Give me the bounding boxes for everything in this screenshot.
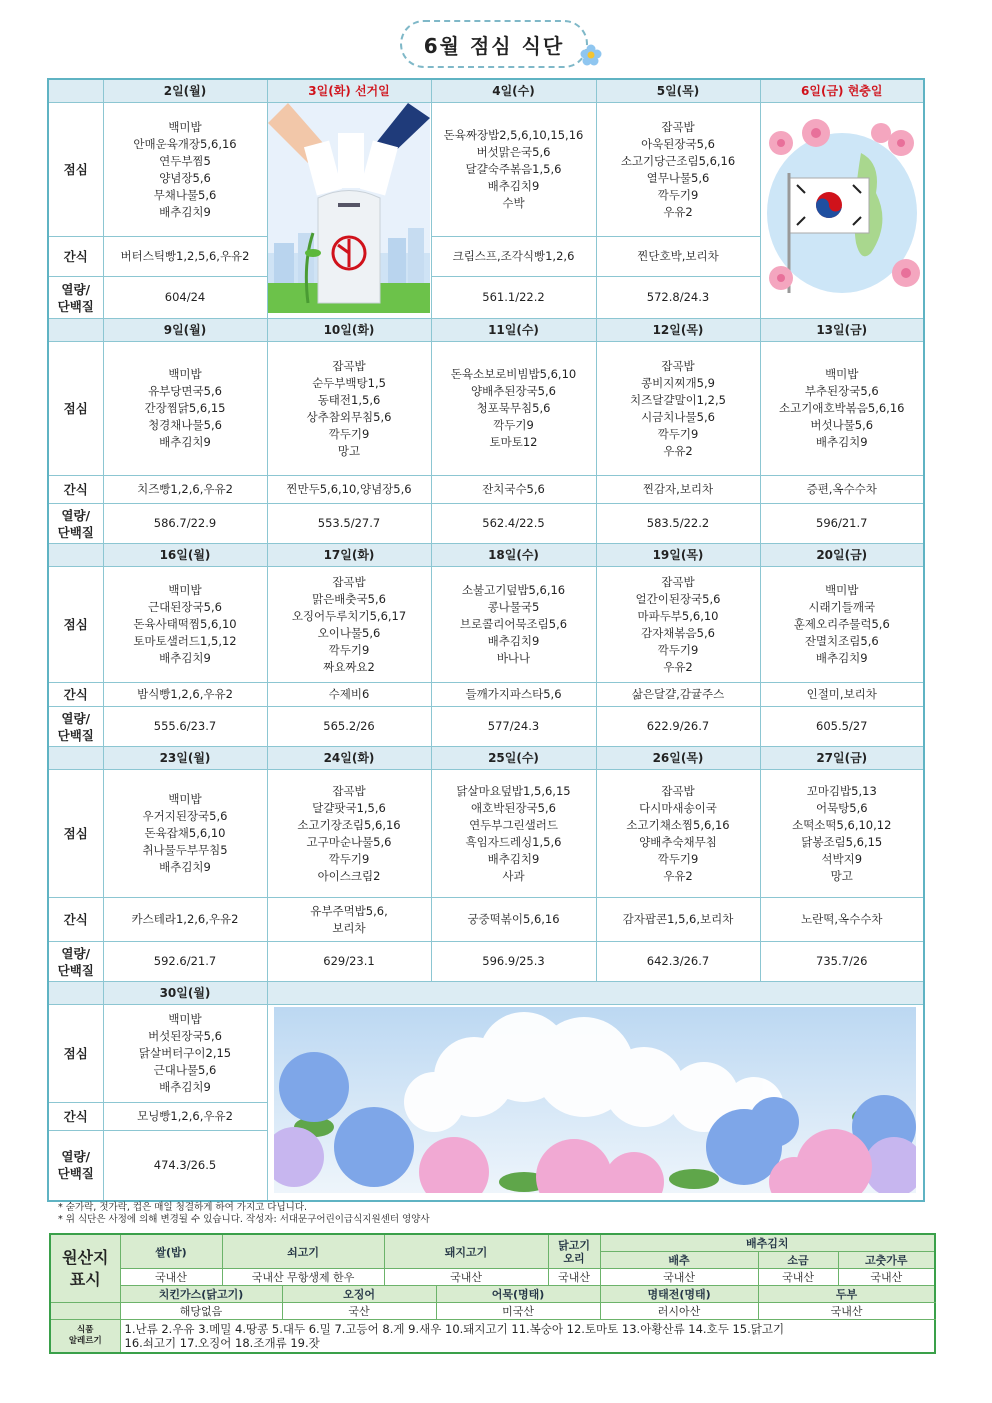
menu-item: 꼬마김밥5,13 [806,783,877,798]
origin-header-chicken-cutlet: 치킨가스(닭고기) [120,1286,282,1303]
allergy-list: 1.난류 2.우유 3.메밀 4.땅콩 5.대두 6.밀 7.고등어 8.게 9.새우 10.돼지고기 11.복숭아 12.토마토 13.아황산류 14.호두 15.닭고기 16.쇠고기 17.오징어 18.조개류 19.잣 [120,1320,935,1354]
origin-value-pork: 국내산 [384,1269,548,1286]
snack-text: 궁중떡볶이5,6,16 [467,912,560,926]
menu-item: 깍두기9 [328,642,370,657]
day-header: 13일(금) [760,319,924,342]
kcal-protein: 572.8/24.3 [596,277,760,319]
snack-menu [760,683,924,707]
origin-header-pork: 돼지고기 [384,1234,548,1269]
snack-menu [103,683,267,707]
menu-item: 고구마순나물5,6 [306,834,392,849]
menu-item: 토마토샐러드1,5,12 [133,634,237,648]
menu-item: 동태전1,5,6 [317,392,381,407]
menu-item: 우유2 [663,204,693,219]
menu-item: 백미밥 [168,1012,202,1026]
day-header: 16일(월) [103,544,267,567]
day-header: 5일(목) [596,79,760,103]
menu-item: 돈육사태떡찜5,6,10 [133,617,237,631]
menu-item: 배추김치9 [487,634,540,648]
menu-item: 우유2 [663,868,693,883]
day-header: 26일(목) [596,747,760,770]
menu-item: 돈육잡채5,6,10 [144,826,226,840]
origin-value-pollack-pancake: 러시아산 [600,1303,758,1320]
menu-item: 시금치나물5,6 [641,409,715,424]
snack-text: 크림스프,조각식빵1,2,6 [452,249,575,263]
snack-text: 보리차 [332,920,366,935]
lunch-menu [103,770,267,898]
allergy-label: 식품 알레르기 [50,1320,120,1354]
menu-item: 버섯된장국5,6 [148,1029,222,1043]
kcal-protein: 604/24 [103,277,267,319]
menu-item: 잡곡밥 [661,358,695,373]
menu-item: 깍두기9 [657,851,699,866]
day-header: 25일(수) [431,747,596,770]
origin-header-kimchi: 배추김치 [600,1234,935,1252]
row-label-snack: 간식 [48,1103,103,1131]
snack-text: 증편,옥수수차 [806,482,877,496]
menu-item: 치즈달걀말이1,2,5 [630,392,726,407]
origin-value-beef: 국내산 무항생제 한우 [222,1269,384,1286]
snack-menu [760,898,924,942]
snack-menu [596,237,760,277]
day-header: 12일(목) [596,319,760,342]
decoration-image-cell [267,1005,924,1201]
corner-cell [48,982,103,1005]
snack-menu [103,476,267,504]
menu-item: 근대나물5,6 [153,1063,217,1077]
row-label-lunch: 점심 [48,567,103,683]
menu-item: 다시마새송이국 [639,800,717,815]
kcal-protein: 596.9/25.3 [431,942,596,982]
menu-item: 맑은배춧국5,6 [312,591,386,606]
menu-item: 아이스크림2 [317,868,381,883]
lunch-menu [596,342,760,476]
snack-menu [267,898,431,942]
origin-header-rice: 쌀(밥) [120,1234,222,1269]
menu-item: 브로콜리어묵조림5,6 [459,617,568,631]
menu-item: 짜요짜요2 [323,659,375,674]
kcal-protein: 642.3/26.7 [596,942,760,982]
election-illustration [268,103,430,313]
day-header: 20일(금) [760,544,924,567]
menu-item: 깍두기9 [328,426,370,441]
snack-text: 유부주먹밥5,6, [310,903,388,918]
menu-item: 잡곡밥 [332,783,366,798]
menu-item: 토마토12 [489,435,538,449]
corner-cell [48,544,103,567]
kcal-protein: 622.9/26.7 [596,707,760,747]
menu-item: 백미밥 [168,119,202,134]
menu-item: 유부당면국5,6 [148,384,222,398]
snack-text: 치즈빵1,2,6,우유2 [137,482,233,496]
day-header: 11일(수) [431,319,596,342]
row-label-snack: 간식 [48,237,103,277]
origin-value-cabbage: 국내산 [600,1269,758,1286]
snack-text: 찐단호박,보리차 [637,249,719,263]
notes [58,1202,430,1226]
origin-header-squid: 오징어 [282,1286,436,1303]
kcal-protein: 561.1/22.2 [431,277,596,319]
menu-item: 잡곡밥 [661,119,695,134]
menu-item: 망고 [337,443,361,458]
snack-menu [103,237,267,277]
lunch-menu [103,342,267,476]
menu-item: 마파두부5,6,10 [637,608,719,623]
origin-header-salt: 소금 [758,1252,838,1269]
menu-item: 오징어두루치기5,6,17 [291,608,407,623]
kcal-protein: 553.5/27.7 [267,504,431,544]
note-line: * 위 식단은 사정에 의해 변경될 수 있습니다. 작성자: 서대문구어린이급식지원센터 영양사 [58,1214,430,1225]
snack-text: 잔치국수5,6 [482,482,545,496]
row-label-snack: 간식 [48,476,103,504]
row-label-kcal: 열량/ 단백질 [48,1131,103,1201]
menu-item: 연두부그린샐러드 [469,817,558,832]
menu-item: 달걀팟국1,5,6 [312,800,386,815]
menu-item: 열무나물5,6 [646,170,710,185]
origin-header-cabbage: 배추 [600,1252,758,1269]
origin-value-chicken-duck: 국내산 [548,1269,600,1286]
row-label-snack: 간식 [48,898,103,942]
kcal-protein: 596/21.7 [760,504,924,544]
snack-text: 찐만두5,6,10,양념장5,6 [286,482,412,496]
snack-text: 모닝빵1,2,6,우유2 [137,1109,233,1123]
note-line: * 숟가락, 젓가락, 컵은 매일 청결하게 하여 가지고 다닙니다. [58,1202,308,1213]
menu-item: 배추김치9 [159,860,211,874]
snack-text: 찐감자,보리차 [642,482,714,496]
empty-header [267,982,924,1005]
menu-item: 백미밥 [168,792,202,806]
menu-item: 닭살버터구이2,15 [138,1046,232,1060]
snack-text: 노란떡,옥수수차 [801,912,883,926]
day-header: 17일(화) [267,544,431,567]
day-header: 4일(수) [431,79,596,103]
lunch-menu [103,1005,267,1103]
day-header: 2일(월) [103,79,267,103]
menu-item: 간장찜닭5,6,15 [144,401,226,415]
kcal-protein: 565.2/26 [267,707,431,747]
corner-cell [48,747,103,770]
day-header: 10일(화) [267,319,431,342]
row-label-lunch: 점심 [48,342,103,476]
origin-value-squid: 국산 [282,1303,436,1320]
menu-item: 연두부찜5 [159,153,211,168]
menu-item: 백미밥 [825,367,859,381]
snack-menu [596,683,760,707]
origin-header-chicken-duck: 닭고기 오리 [548,1234,600,1269]
origin-table [49,1233,936,1354]
lunch-menu [760,342,924,476]
menu-item: 아욱된장국5,6 [641,136,715,151]
day-header: 3일(화) 선거일 [267,79,431,103]
menu-item: 잔멸치조림5,6 [804,634,879,648]
corner-cell [48,79,103,103]
snack-menu [267,476,431,504]
origin-header-tofu: 두부 [758,1286,935,1303]
lunch-menu [760,567,924,683]
title-badge [400,20,586,68]
menu-item: 잡곡밥 [661,783,695,798]
menu-item: 백미밥 [825,583,859,597]
menu-item: 닭살마요덮밥1,5,6,15 [456,783,571,798]
menu-item: 우유2 [663,443,693,458]
snack-menu [431,476,596,504]
snack-text: 카스테라1,2,6,우유2 [131,912,239,926]
holiday-image-cell [267,103,431,319]
menu-item: 양념장5,6 [159,170,211,185]
page-title: 6월 점심 식단 [400,20,588,68]
snack-menu [103,1103,267,1131]
hydrangea-illustration [274,1007,916,1193]
menu-item: 우거지된장국5,6 [142,809,228,823]
menu-item: 버섯나물5,6 [810,418,874,432]
snack-text: 인절미,보리차 [806,687,877,701]
snack-text: 감자팝콘1,5,6,보리차 [622,912,734,926]
row-label-lunch: 점심 [48,103,103,237]
day-header: 19일(목) [596,544,760,567]
menu-item: 얼간이된장국5,6 [635,591,721,606]
menu-item: 돈육소보로비빔밥5,6,10 [450,367,577,381]
menu-item: 배추김치9 [815,651,868,665]
snack-text: 버터스틱빵1,2,5,6,우유2 [120,249,250,263]
snack-menu [596,898,760,942]
lunch-menu [267,770,431,898]
menu-item: 무채나물5,6 [153,187,217,202]
kcal-protein: 605.5/27 [760,707,924,747]
menu-item: 감자채볶음5,6 [641,625,715,640]
menu-item: 부추된장국5,6 [804,384,879,398]
origin-header-pepper: 고춧가루 [838,1252,935,1269]
menu-item: 소고기당근조림5,6,16 [620,153,736,168]
menu-item: 소떡소떡5,6,10,12 [792,817,892,832]
menu-item: 깍두기9 [657,187,699,202]
snack-menu [267,683,431,707]
lunch-menu [267,342,431,476]
kcal-protein: 562.4/22.5 [431,504,596,544]
day-header: 24일(화) [267,747,431,770]
menu-item: 백미밥 [168,583,202,597]
origin-header-beef: 쇠고기 [222,1234,384,1269]
menu-item: 청경채나물5,6 [148,418,222,432]
snack-menu [431,898,596,942]
kcal-protein: 586.7/22.9 [103,504,267,544]
lunch-menu [431,770,596,898]
flower-icon [580,44,602,66]
menu-item: 수박 [502,196,525,210]
menu-item: 배추김치9 [159,204,211,219]
corner-cell [48,319,103,342]
origin-label: 원산지 표시 [50,1234,120,1303]
origin-header-fishcake: 어묵(명태) [436,1286,600,1303]
menu-item: 배추김치9 [159,1080,211,1094]
row-label-lunch: 점심 [48,770,103,898]
day-header: 27일(금) [760,747,924,770]
menu-item: 양배추된장국5,6 [471,384,556,398]
day-header: 30일(월) [103,982,267,1005]
menu-item: 버섯맑은국5,6 [476,145,551,159]
holiday-image-cell [760,103,924,319]
menu-item: 닭봉조림5,6,15 [801,834,883,849]
day-header: 6일(금) 현충일 [760,79,924,103]
menu-item: 애호박된장국5,6 [471,800,556,815]
menu-item: 콩비지찌개5,9 [641,375,715,390]
menu-item: 잡곡밥 [661,574,695,589]
origin-value-fishcake: 미국산 [436,1303,600,1320]
snack-text: 들깨가지파스타5,6 [465,687,562,701]
menu-item: 우유2 [663,659,693,674]
lunch-menu [596,770,760,898]
origin-label-spacer [50,1303,120,1320]
menu-item: 달걀숙주볶음1,5,6 [465,162,562,176]
menu-item: 잡곡밥 [332,574,366,589]
lunch-menu [431,567,596,683]
menu-item: 흑임자드레싱1,5,6 [465,834,562,849]
snack-menu [760,476,924,504]
menu-item: 소고기장조림5,6,16 [297,817,401,832]
menu-item: 돈육짜장밥2,5,6,10,15,16 [443,128,584,142]
menu-item: 잡곡밥 [332,358,366,373]
menu-item: 석박지9 [821,851,863,866]
menu-item: 소고기채소찜5,6,16 [626,817,730,832]
origin-value-salt: 국내산 [758,1269,838,1286]
menu-item: 백미밥 [168,367,202,381]
menu-item: 바나나 [496,651,531,665]
menu-item: 안매운육개장5,6,16 [133,136,237,151]
menu-item: 순두부백탕1,5 [312,375,386,390]
lunch-menu [431,342,596,476]
menu-item: 근대된장국5,6 [148,600,222,614]
snack-menu [431,683,596,707]
menu-item: 깍두기9 [328,851,370,866]
snack-text: 수제비6 [328,687,370,701]
menu-item: 배추김치9 [487,851,540,866]
row-label-kcal: 열량/ 단백질 [48,504,103,544]
snack-menu [103,898,267,942]
origin-value-rice: 국내산 [120,1269,222,1286]
menu-item: 취나물두부무침5 [142,843,228,857]
kcal-protein: 583.5/22.2 [596,504,760,544]
menu-item: 배추김치9 [815,435,868,449]
snack-menu [596,476,760,504]
lunch-menu [596,567,760,683]
origin-value-chicken-cutlet: 해당없음 [120,1303,282,1320]
day-header: 23일(월) [103,747,267,770]
menu-item: 배추김치9 [159,651,211,665]
lunch-menu [267,567,431,683]
kcal-protein: 735.7/26 [760,942,924,982]
menu-item: 깍두기9 [493,418,534,432]
menu-item: 소고기애호박볶음5,6,16 [779,401,905,415]
day-header: 18일(수) [431,544,596,567]
row-label-snack: 간식 [48,683,103,707]
origin-value-pepper: 국내산 [838,1269,935,1286]
menu-item: 시래기들깨국 [808,600,876,614]
menu-table [47,78,925,1202]
menu-item: 어묵탕5,6 [815,800,868,815]
menu-item: 양배추숙채무침 [639,834,717,849]
snack-menu [431,237,596,277]
menu-item: 훈제오리주물럭5,6 [793,617,890,631]
menu-item: 깍두기9 [657,426,699,441]
origin-header-pollack-pancake: 명태전(명태) [600,1286,758,1303]
lunch-menu [431,103,596,237]
kcal-protein: 629/23.1 [267,942,431,982]
day-header: 9일(월) [103,319,267,342]
menu-item: 망고 [830,868,853,883]
menu-item: 소불고기덮밥5,6,16 [461,583,566,597]
kcal-protein: 555.6/23.7 [103,707,267,747]
snack-text: 삶은달걀,감귤주스 [631,687,725,701]
menu-item: 오이나물5,6 [317,625,381,640]
menu-item: 콩나물국5 [487,600,540,614]
lunch-menu [760,770,924,898]
row-label-kcal: 열량/ 단백질 [48,942,103,982]
lunch-menu [103,567,267,683]
origin-value-tofu: 국내산 [758,1303,935,1320]
row-label-lunch: 점심 [48,1005,103,1103]
lunch-menu [596,103,760,237]
menu-item: 사과 [502,868,525,883]
menu-item: 깍두기9 [657,642,699,657]
kcal-protein: 577/24.3 [431,707,596,747]
row-label-kcal: 열량/ 단백질 [48,277,103,319]
row-label-kcal: 열량/ 단백질 [48,707,103,747]
menu-item: 상추참외무침5,6 [306,409,392,424]
kcal-protein: 474.3/26.5 [103,1131,267,1201]
menu-item: 배추김치9 [159,435,211,449]
kcal-protein: 592.6/21.7 [103,942,267,982]
snack-text: 밤식빵1,2,6,우유2 [137,687,233,701]
menu-item: 배추김치9 [487,179,540,193]
memorial-day-illustration [761,103,923,313]
menu-item: 청포묵무침5,6 [476,401,551,415]
lunch-menu [103,103,267,237]
